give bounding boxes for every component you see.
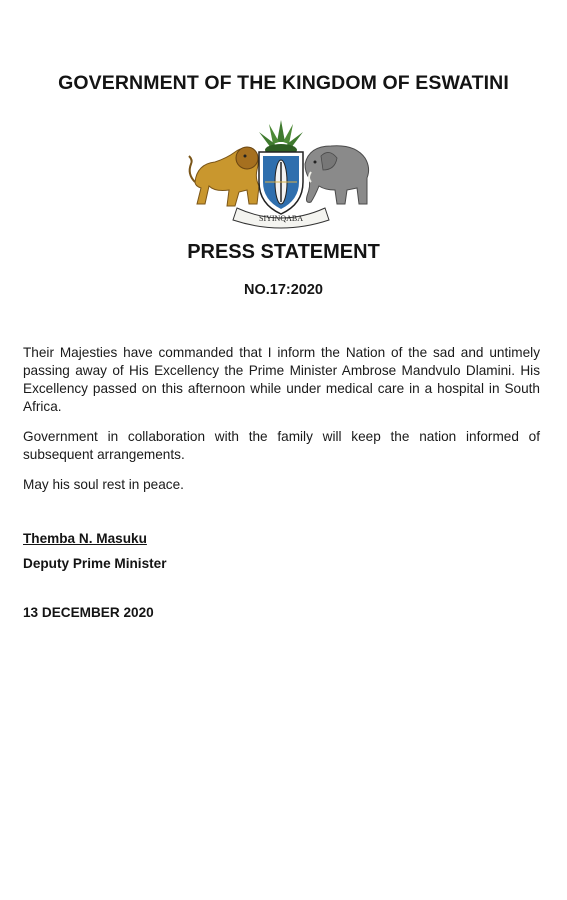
statement-date: 13 DECEMBER 2020: [23, 605, 154, 620]
motto-text: SIYINQABA: [259, 214, 303, 223]
signatory-name: Themba N. Masuku: [23, 531, 147, 546]
elephant-icon: [305, 146, 369, 204]
government-title: GOVERNMENT OF THE KINGDOM OF ESWATINI: [58, 72, 509, 94]
body-paragraph: Government in collaboration with the family will keep the nation informed of subsequent arrangements.: [23, 429, 540, 462]
plume-icon: [259, 120, 303, 156]
body-paragraph: May his soul rest in peace.: [23, 477, 184, 492]
press-statement-title: PRESS STATEMENT: [187, 241, 380, 263]
press-statement-number: NO.17:2020: [244, 282, 323, 298]
shield-icon: [259, 152, 303, 214]
coat-of-arms-emblem: [185, 112, 377, 230]
body-paragraph: Their Majesties have commanded that I inform the Nation of the sad and untimely passing away of His Excellency the Prime Minister Ambrose Mandvulo Dlamini. His Excellency passed on this afternoon while under medical care in a hospital in South Africa.: [23, 345, 540, 414]
lion-icon: [189, 147, 259, 206]
signatory-title: Deputy Prime Minister: [23, 556, 167, 571]
